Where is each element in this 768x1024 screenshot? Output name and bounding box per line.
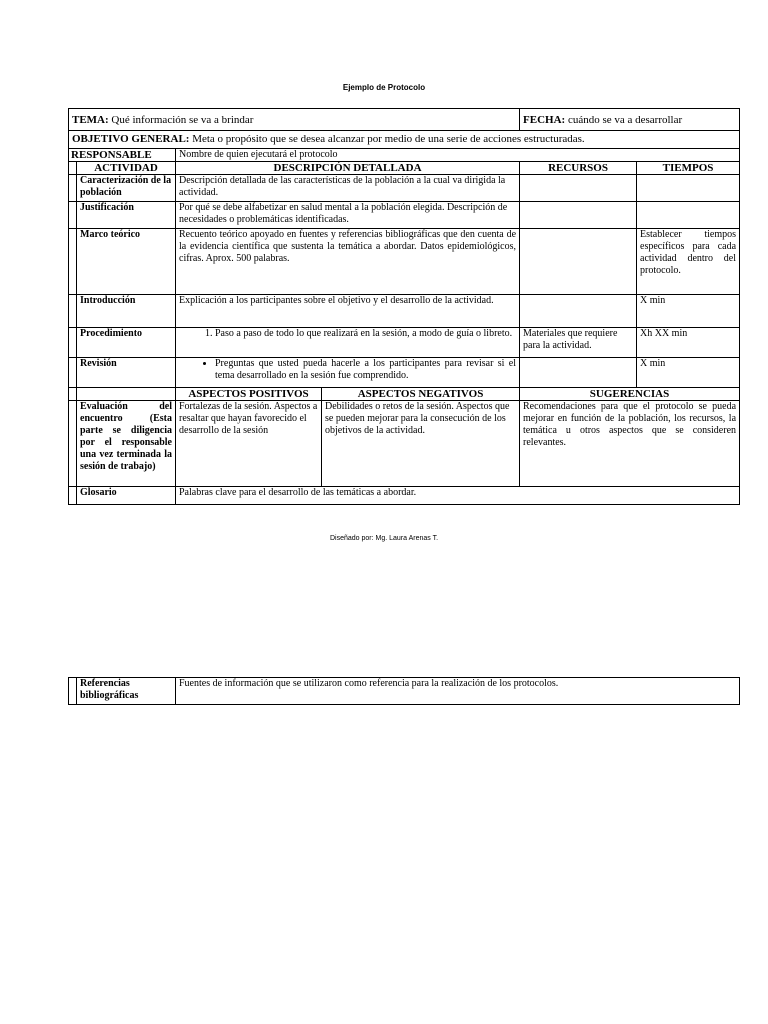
evaluation-header-row — [69, 388, 740, 401]
activity-time: X min — [637, 295, 740, 328]
protocol-table-main — [68, 108, 740, 505]
activity-time — [637, 175, 740, 202]
table-row — [69, 202, 740, 229]
activity-resources — [520, 229, 637, 295]
table-row — [69, 358, 740, 388]
glosario-label: Glosario — [77, 487, 176, 505]
evaluation-sugerencias: Recomendaciones para que el protocolo se pueda mejorar en función de la población, los recursos, la temática u otros aspectos que se consideren relevantes. — [520, 401, 740, 487]
glosario-row — [69, 487, 740, 505]
evaluation-negativos: Debilidades o retos de la sesión. Aspectos que se pueden mejorar para la consecución de los objetivos de la actividad. — [322, 401, 520, 487]
revision-list — [179, 358, 516, 382]
activity-time: X min — [637, 358, 740, 388]
activity-time — [637, 202, 740, 229]
activity-time: Xh XX min — [637, 328, 740, 358]
fecha-cell — [520, 109, 740, 131]
col-descripcion: DESCRIPCIÓN DETALLADA — [176, 162, 520, 175]
col-tiempos: TIEMPOS — [637, 162, 740, 175]
activity-description-cell — [176, 358, 520, 388]
fecha-label: FECHA: — [523, 113, 566, 126]
col-negativos: ASPECTOS NEGATIVOS — [322, 388, 520, 401]
list-item: • Preguntas que usted pueda hacerle a los participantes para revisar si el tema desarrollado en la sesión fue comprendido. — [215, 358, 516, 382]
responsable-label: RESPONSABLE — [69, 149, 176, 162]
document-footer: Diseñado por: Mg. Laura Arenas T. — [329, 535, 439, 542]
procedure-list — [179, 328, 516, 340]
references-table — [68, 677, 740, 705]
activity-label: Procedimiento — [77, 328, 176, 358]
activity-description-cell — [176, 328, 520, 358]
activity-label: Caracterización de la población — [77, 175, 176, 202]
objetivo-value: Meta o propósito que se desea alcanzar por medio de una serie de acciones estructuradas. — [189, 133, 585, 145]
referencias-value: Fuentes de información que se utilizaron como referencia para la realización de los protocolos. — [176, 678, 740, 705]
objetivo-label: OBJETIVO GENERAL: — [72, 133, 190, 145]
activity-time: Establecer tiempos específicos para cada actividad dentro del protocolo. — [637, 229, 740, 295]
table-row — [69, 175, 740, 202]
list-item: 1. Paso a paso de todo lo que realizará en la sesión, a modo de guía o libreto. — [215, 328, 516, 340]
activity-description: Descripción detallada de las características de la población a la cual va dirigida la actividad. — [176, 175, 520, 202]
activity-description: Por qué se debe alfabetizar en salud mental a la población elegida. Descripción de necesidades o problemáticas identificadas. — [176, 202, 520, 229]
activity-resources: Materiales que requiere para la actividad. — [520, 328, 637, 358]
objetivo-cell — [69, 131, 740, 149]
column-header-row — [69, 162, 740, 175]
evaluation-row — [69, 401, 740, 487]
glosario-value: Palabras clave para el desarrollo de las temáticas a abordar. — [176, 487, 740, 505]
table-row — [69, 229, 740, 295]
activity-label: Introducción — [77, 295, 176, 328]
fecha-value: cuándo se va a desarrollar — [565, 113, 683, 126]
document-title: Ejemplo de Protocolo — [342, 83, 426, 92]
col-recursos: RECURSOS — [520, 162, 637, 175]
responsable-row — [69, 149, 740, 162]
activity-label: Justificación — [77, 202, 176, 229]
activity-resources — [520, 202, 637, 229]
tema-value: Qué información se va a brindar — [108, 113, 254, 126]
activity-resources — [520, 358, 637, 388]
referencias-row — [69, 678, 740, 705]
col-sugerencias: SUGERENCIAS — [520, 388, 740, 401]
responsable-value: Nombre de quien ejecutará el protocolo — [176, 149, 740, 162]
activity-label: Revisión — [77, 358, 176, 388]
activity-resources — [520, 295, 637, 328]
activity-description: Recuento teórico apoyado en fuentes y referencias bibliográficas que den cuenta de la evidencia científica que sustenta la temática a abordar. Datos epidemiológicos, cifras. Aprox. 500 palabras. — [176, 229, 520, 295]
activity-resources — [520, 175, 637, 202]
activity-label: Marco teórico — [77, 229, 176, 295]
objetivo-row — [69, 131, 740, 149]
tema-label: TEMA: — [72, 113, 109, 126]
table-row — [69, 295, 740, 328]
col-actividad: ACTIVIDAD — [77, 162, 176, 175]
evaluation-positivos: Fortalezas de la sesión. Aspectos a resaltar que hayan favorecido el desarrollo de la sesión — [176, 401, 322, 487]
evaluation-label: Evaluación del encuentro (Esta parte se diligencia por el responsable una vez terminada la sesión de trabajo) — [77, 401, 176, 487]
referencias-label: Referencias bibliográficas — [77, 678, 176, 705]
tema-row — [69, 109, 740, 131]
col-positivos: ASPECTOS POSITIVOS — [176, 388, 322, 401]
activity-description: Explicación a los participantes sobre el objetivo y el desarrollo de la actividad. — [176, 295, 520, 328]
tema-cell — [69, 109, 520, 131]
table-row — [69, 328, 740, 358]
